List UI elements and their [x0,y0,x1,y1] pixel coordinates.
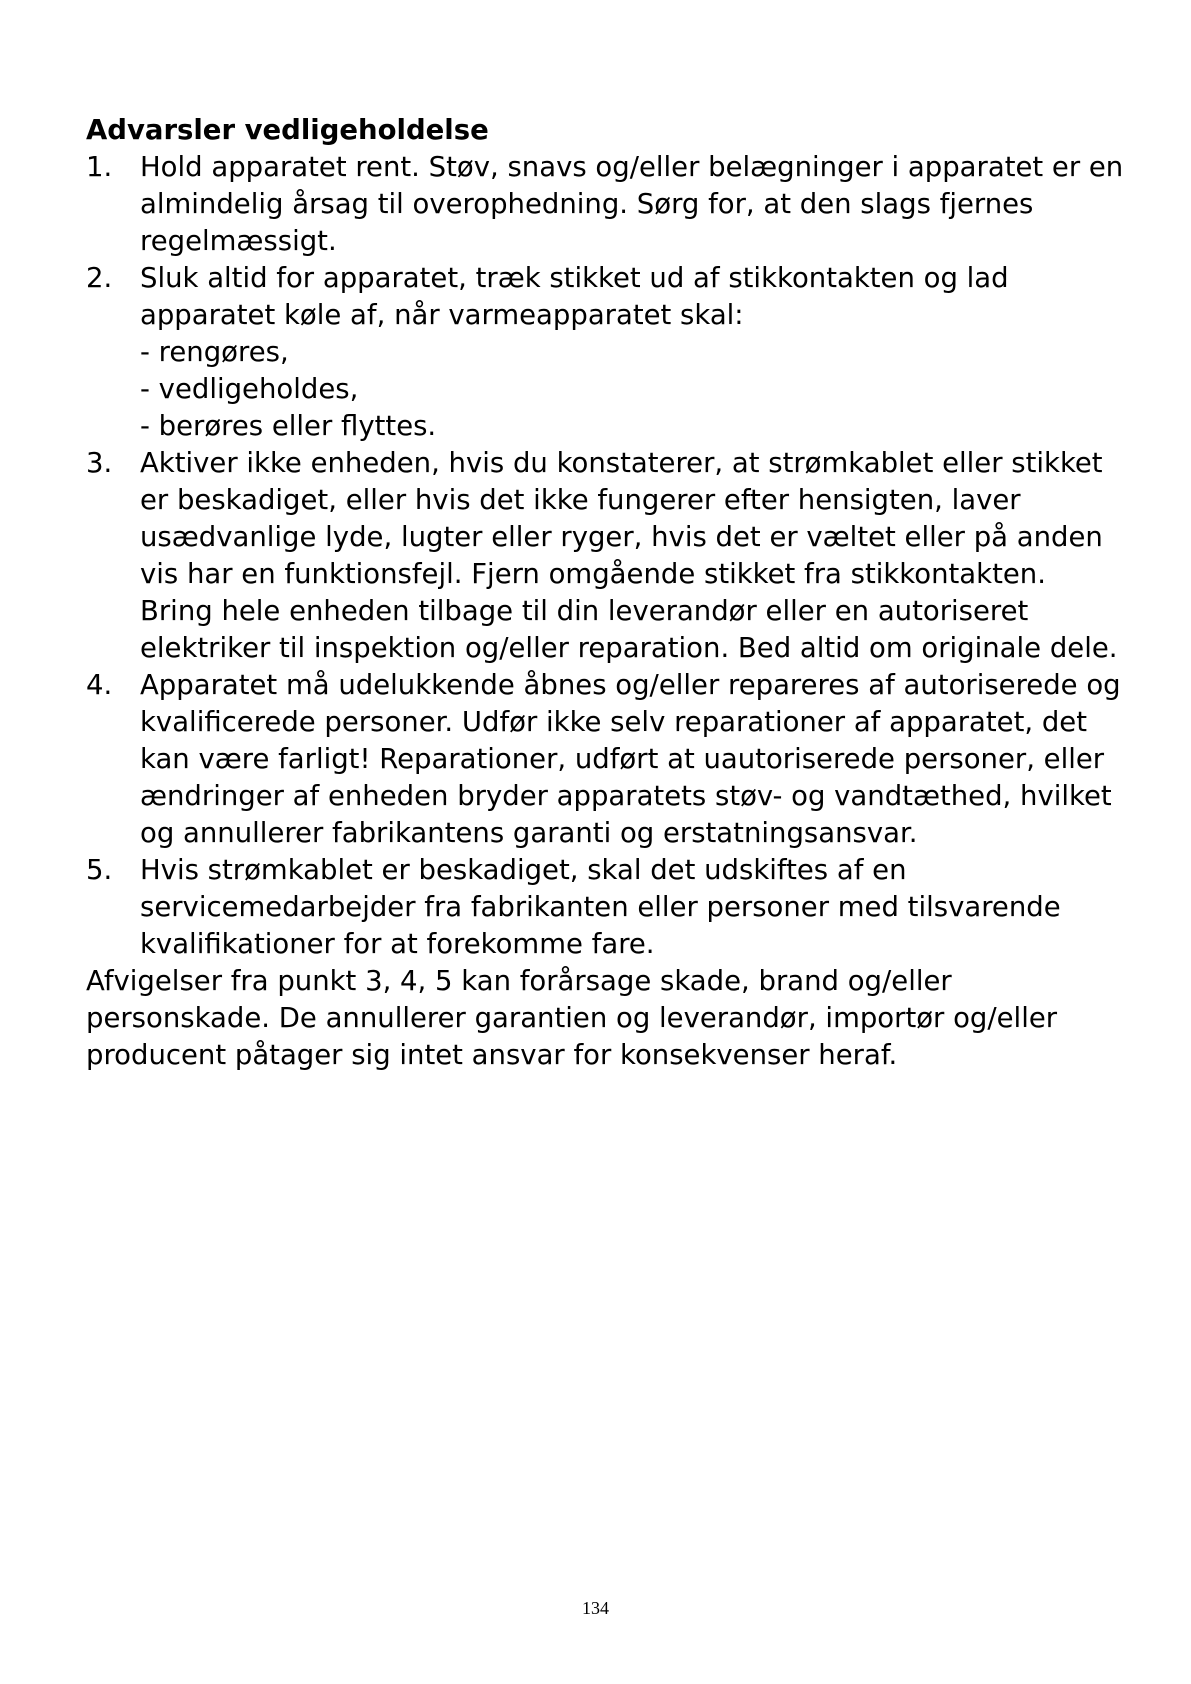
sub-item: - vedligeholdes, [140,373,359,405]
item-text: Apparatet må udelukkende åbnes og/eller repareres af autoriserede og kvalificerede personer. Udfør ikke selv reparationer af apparatet, det kan være farligt! Reparationer, udført at uautoriserede personer, eller ændringer af enheden bryder apparatets støv- og vandtæthed, hvilket og annullerer fabrikantens garanti og erstatningsansvar. [140,669,1121,849]
sub-item: - berøres eller flyttes. [140,410,437,442]
item-number: 2. [86,262,113,294]
document-body [86,112,1126,1074]
section-heading: Advarsler vedligeholdelse [86,114,489,146]
item-number: 1. [86,151,113,183]
item-text: Aktiver ikke enheden, hvis du konstaterer, at strømkablet eller stikket er beskadiget, eller hvis det ikke fungerer efter hensigten, laver usædvanlige lyde, lugter eller ryger, hvis det er væltet eller på anden vis har en funktionsfejl. Fjern omgående stikket fra stikkontakten. Bring hele enheden tilbage til din leverandør eller en autoriseret elektriker til inspektion og/eller reparation. Bed altid om originale dele. [140,447,1118,664]
item-text: Hvis strømkablet er beskadiget, skal det udskiftes af en servicemedarbejder fra fabrikanten eller personer med tilsvarende kvalifikationer for at forekomme fare. [140,854,1061,960]
item-text: Hold apparatet rent. Støv, snavs og/eller belægninger i apparatet er en almindelig årsag til overophedning. Sørg for, at den slags fjernes regelmæssigt. [140,151,1124,257]
closing-paragraph: Afvigelser fra punkt 3, 4, 5 kan forårsage skade, brand og/eller personskade. De annullerer garantien og leverandør, importør og/eller producent påtager sig intet ansvar for konsekvenser heraf. [86,965,1058,1071]
list-item-1 [86,149,1126,260]
item-number: 3. [86,447,113,479]
list-item-3 [86,445,1126,667]
page-number: 134 [582,1598,609,1618]
list-item-5 [86,852,1126,963]
list-item-2 [86,260,1126,445]
item-text: Sluk altid for apparatet, træk stikket ud af stikkontakten og lad apparatet køle af, når varmeapparatet skal: [140,262,1009,331]
item-number: 4. [86,669,113,701]
item-number: 5. [86,854,113,886]
list-item-4 [86,667,1126,852]
sub-item: - rengøres, [140,336,289,368]
